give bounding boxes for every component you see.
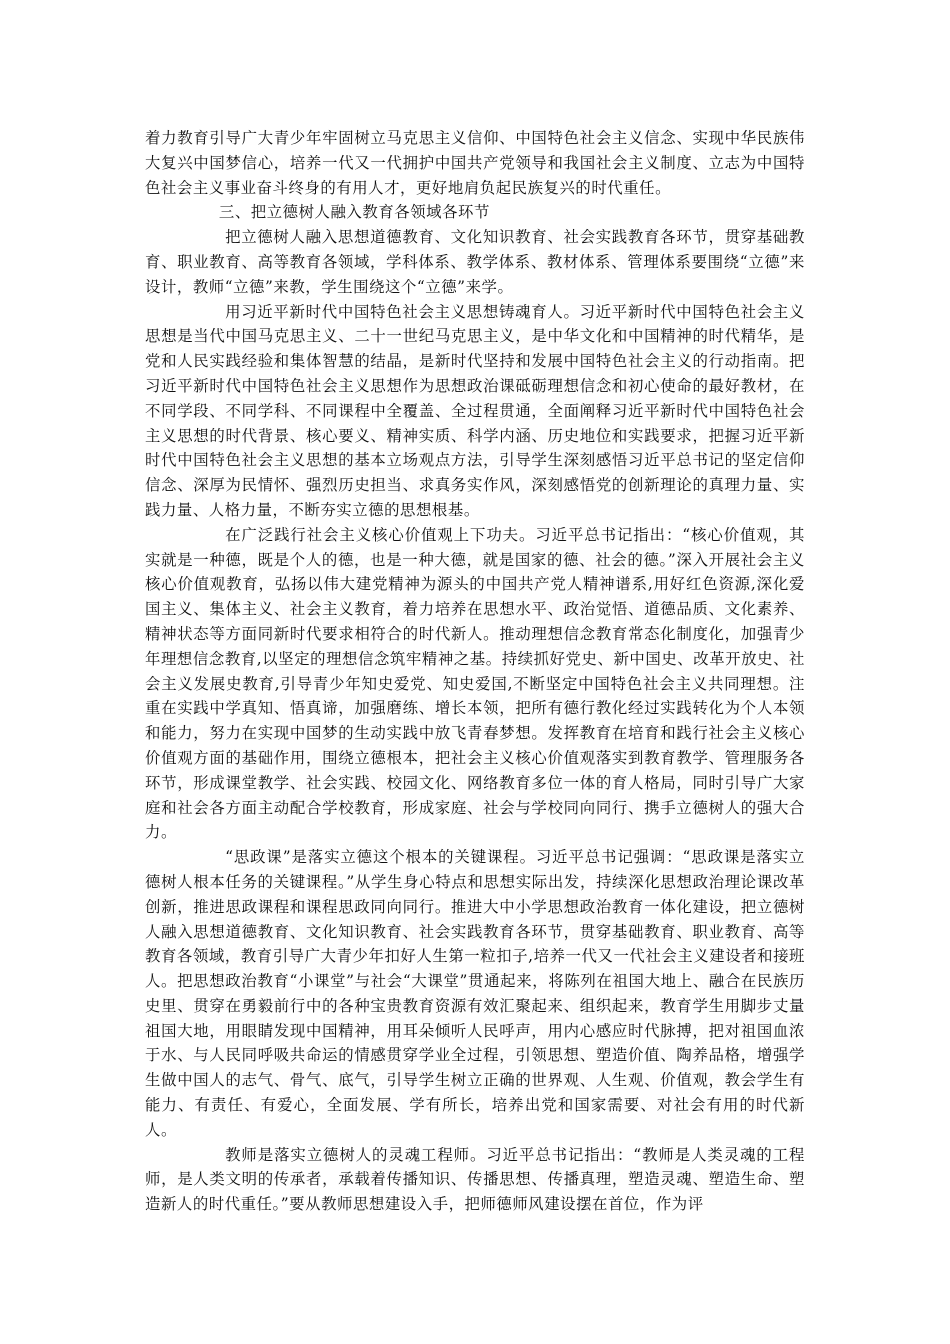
section-heading: 三、把立德树人融入教育各领域各环节 <box>218 203 490 222</box>
paragraph: “思政课”是落实立德这个根本的关键课程。习近平总书记强调：“思政课是落实立德树人根本任务的关键课程。”从学生身心特点和思想实际出发，持续深化思想政治理论课改革创新，推进思政课程和课程思政同向同行。推进大中小学思想政治教育一体化建设，把立德树人融入思想道德教育、文化知识教育、社会实践教育各环节，贯穿基础教育、职业教育、高等教育各领域，教育引导广大青少年扣好人生第一粒扣子,培养一代又一代社会主义建设者和接班人。把思想政治教育“小课堂”与社会“大课堂”贯通起来，将陈列在祖国大地上、融合在民族历史里、贯穿在勇毅前行中的各种宝贵教育资源有效汇聚起来、组织起来，教育学生用脚步丈量祖国大地，用眼睛发现中国精神，用耳朵倾听人民呼声，用内心感应时代脉搏，把对祖国血浓于水、与人民同呼吸共命运的情感贯穿学业全过程，引领思想、塑造价值、陶养品格，增强学生做中国人的志气、骨气、底气，引导学生树立正确的世界观、人生观、价值观，教会学生有能力、有责任、有爱心，全面发展、学有所长，培养出党和国家需要、对社会有用的时代新人。 <box>145 848 805 1139</box>
paragraph: 教师是落实立德树人的灵魂工程师。习近平总书记指出：“教师是人类灵魂的工程师，是人类文明的传承者，承载着传播知识、传播思想、传播真理，塑造灵魂、塑造生命、塑造新人的时代重任。”要从教师思想建设入手，把师德师风建设摆在首位，作为评 <box>145 1145 805 1214</box>
document-body <box>145 126 805 1217</box>
paragraph: 用习近平新时代中国特色社会主义思想铸魂育人。习近平新时代中国特色社会主义思想是当代中国马克思主义、二十一世纪马克思主义，是中华文化和中国精神的时代精华，是党和人民实践经验和集体智慧的结晶，是新时代坚持和发展中国特色社会主义的行动指南。把习近平新时代中国特色社会主义思想作为思想政治课砥砺理想信念和初心使命的最好教材，在不同学段、不同学科、不同课程中全覆盖、全过程贯通，全面阐释习近平新时代中国特色社会主义思想的时代背景、核心要义、精神实质、科学内涵、历史地位和实践要求，把握习近平新时代中国特色社会主义思想的基本立场观点方法，引导学生深刻感悟习近平总书记的坚定信仰信念、深厚为民情怀、强烈历史担当、求真务实作风，深刻感悟党的创新理论的真理力量、实践力量、人格力量，不断夯实立德的思想根基。 <box>145 302 805 519</box>
paragraph: 把立德树人融入思想道德教育、文化知识教育、社会实践教育各环节，贯穿基础教育、职业教育、高等教育各领域，学科体系、教学体系、教材体系、管理体系要围绕“立德”来设计，教师“立德”来教，学生围绕这个“立德”来学。 <box>145 228 805 296</box>
paragraph-continuation: 着力教育引导广大青少年牢固树立马克思主义信仰、中国特色社会主义信念、实现中华民族伟大复兴中国梦信心，培养一代又一代拥护中国共产党领导和我国社会主义制度、立志为中国特色社会主义事业奋斗终身的有用人才，更好地肩负起民族复兴的时代重任。 <box>145 129 805 197</box>
paragraph: 在广泛践行社会主义核心价值观上下功夫。习近平总书记指出：“核心价值观，其实就是一种德，既是个人的德，也是一种大德，就是国家的德、社会的德。”深入开展社会主义核心价值观教育，弘扬以伟大建党精神为源头的中国共产党人精神谱系,用好红色资源,深化爱国主义、集体主义、社会主义教育，着力培养在思想水平、政治觉悟、道德品质、文化素养、精神状态等方面同新时代要求相符合的时代新人。推动理想信念教育常态化制度化，加强青少年理想信念教育,以坚定的理想信念筑牢精神之基。持续抓好党史、新中国史、改革开放史、社会主义发展史教育,引导青少年知史爱党、知史爱国,不断坚定中国特色社会主义共同理想。注重在实践中学真知、悟真谛，加强磨练、增长本领，把所有德行教化经过实践转化为个人本领和能力，努力在实现中国梦的生动实践中放飞青春梦想。发挥教育在培育和践行社会主义核心价值观方面的基础作用，围绕立德根本，把社会主义核心价值观落实到教育教学、管理服务各环节，形成课堂教学、社会实践、校园文化、网络教育多位一体的育人格局，同时引导广大家庭和社会各方面主动配合学校教育，形成家庭、社会与学校同向同行、携手立德树人的强大合力。 <box>145 525 805 842</box>
